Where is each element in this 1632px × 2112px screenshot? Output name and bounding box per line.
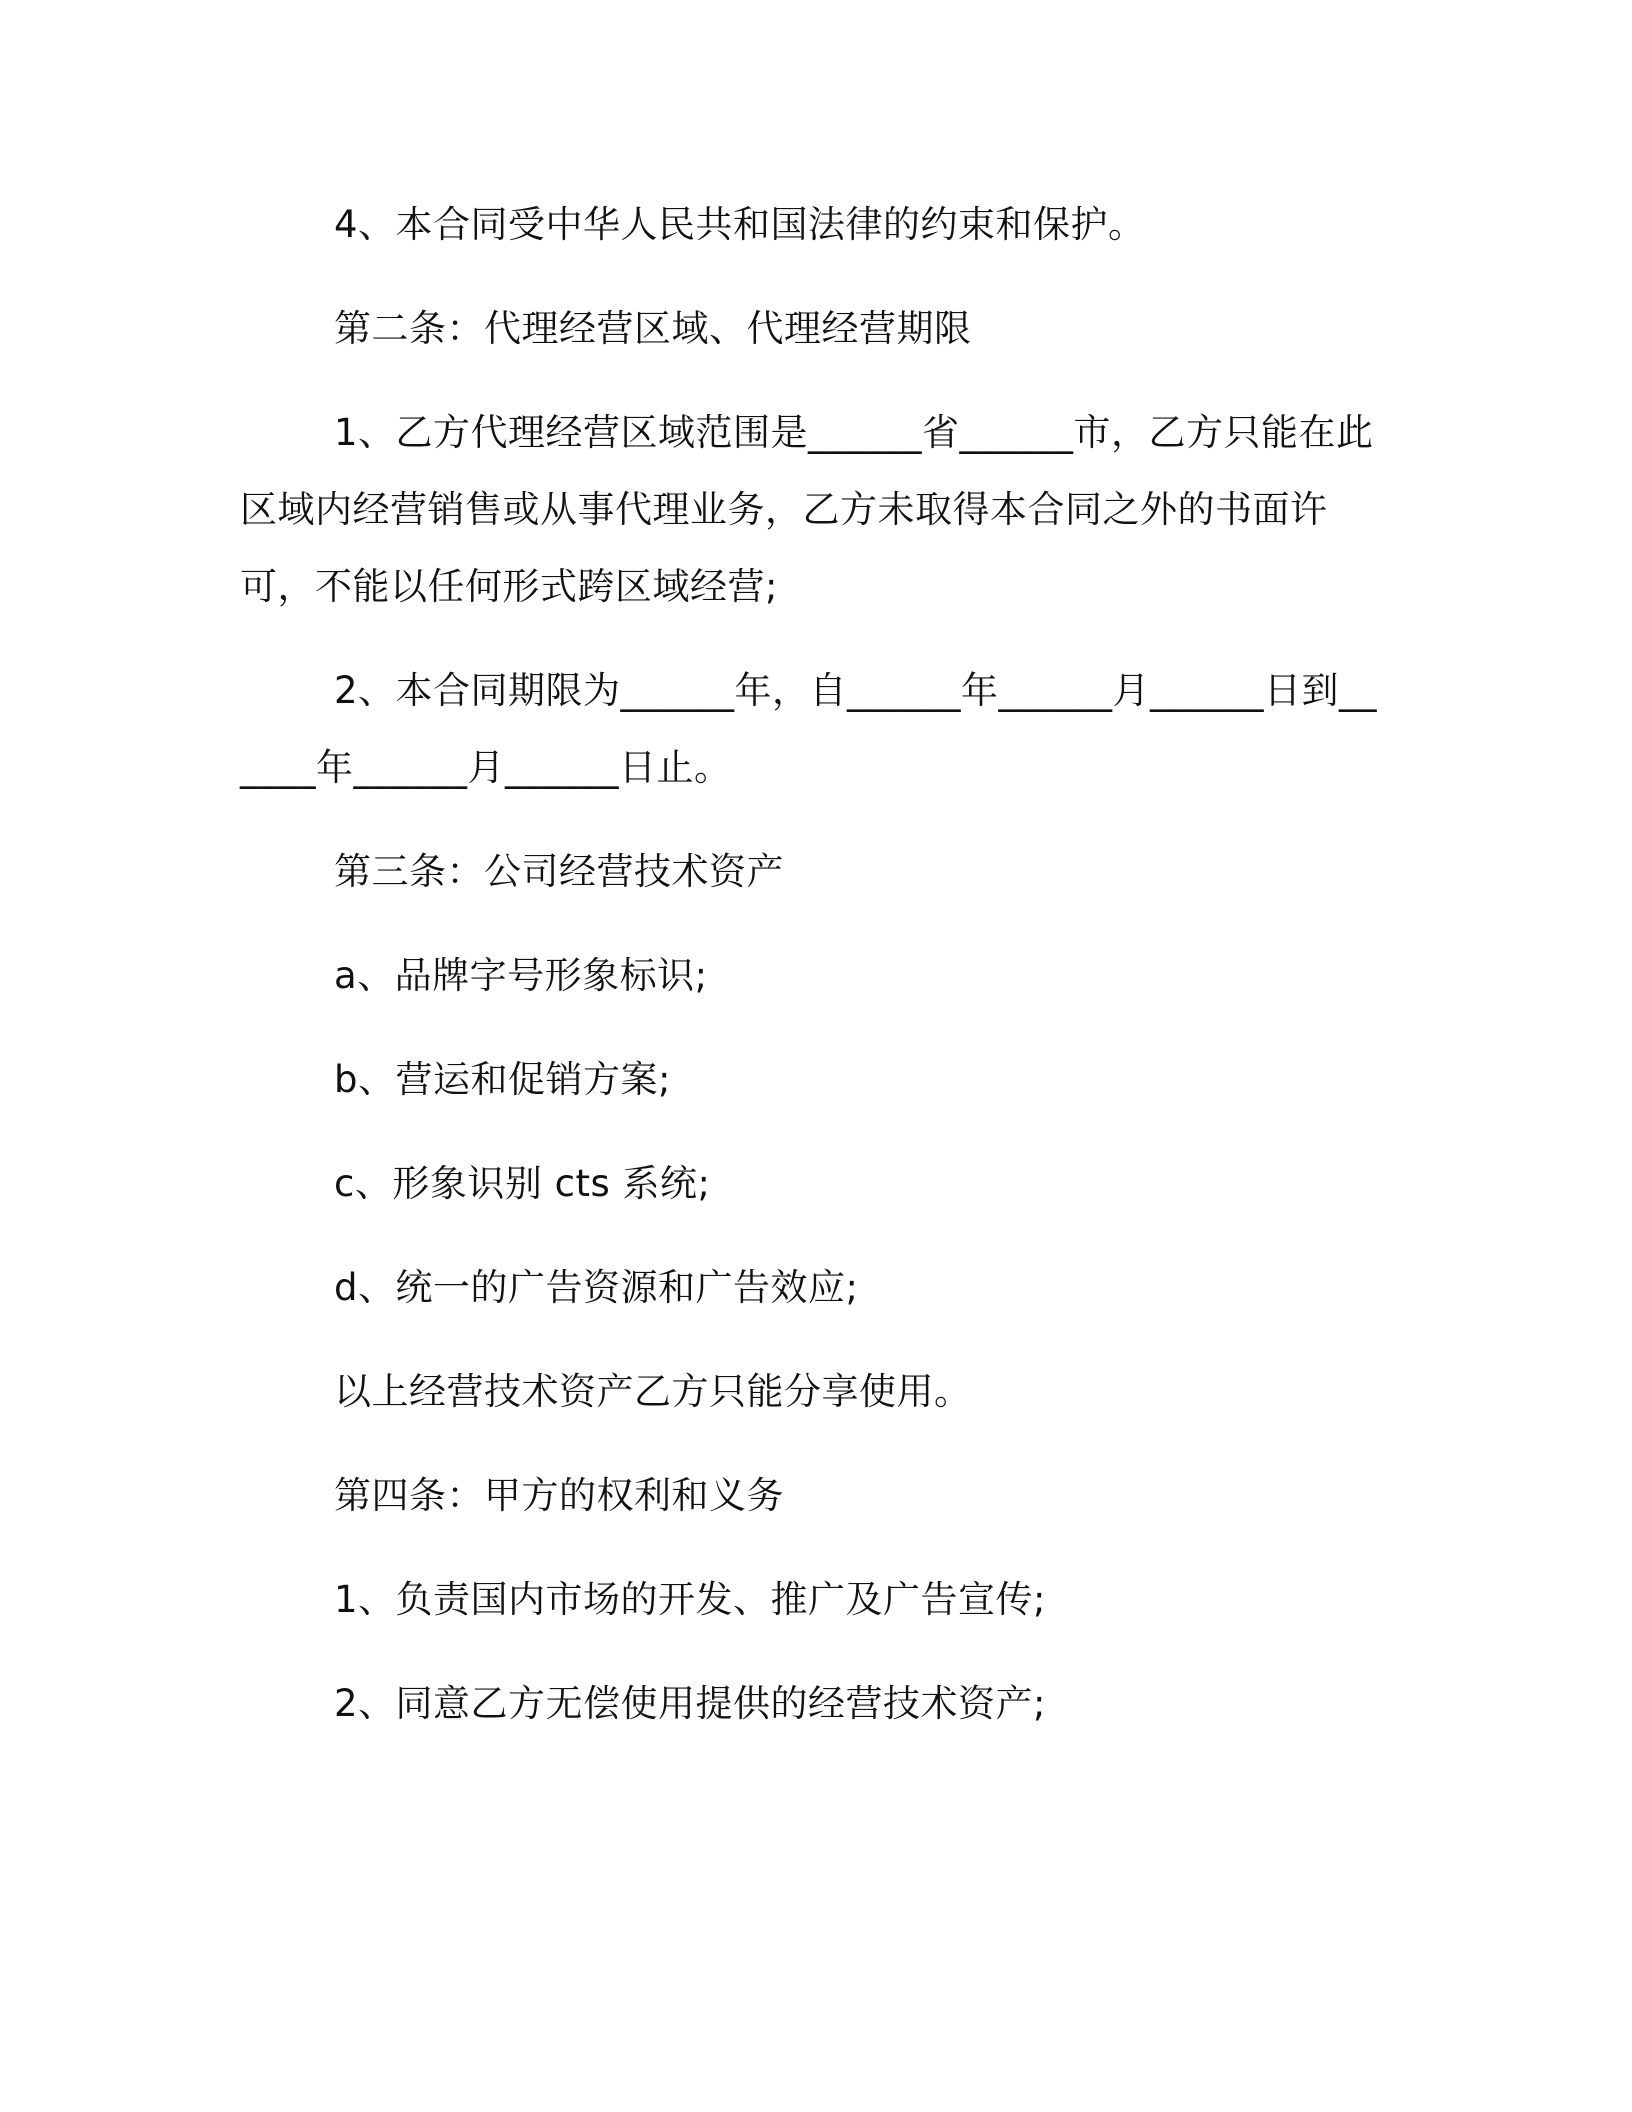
- document-body: [240, 186, 1392, 1742]
- clause-paragraph: 以上经营技术资产乙方只能分享使用。: [334, 1370, 972, 1413]
- list-item: d、统一的广告资源和广告效应;: [334, 1266, 859, 1309]
- list-item: b、营运和促销方案;: [334, 1058, 671, 1101]
- clause-paragraph: 1、负责国内市场的开发、推广及广告宣传;: [334, 1578, 1047, 1621]
- article-heading: 第三条：公司经营技术资产: [334, 850, 784, 893]
- list-item: a、品牌字号形象标识;: [334, 954, 708, 997]
- clause-paragraph: 2、同意乙方无偿使用提供的经营技术资产;: [334, 1682, 1047, 1725]
- clause-paragraph: 1、乙方代理经营区域范围是______省______市，乙方只能在此区域内经营销售或从事代理业务，乙方未取得本合同之外的书面许可，不能以任何形式跨区域经营;: [240, 411, 1374, 608]
- article-heading: 第四条：甲方的权利和义务: [334, 1474, 784, 1517]
- clause-paragraph: 4、本合同受中华人民共和国法律的约束和保护。: [334, 203, 1146, 246]
- article-heading: 第二条：代理经营区域、代理经营期限: [334, 307, 972, 350]
- clause-paragraph: 2、本合同期限为______年，自______年______月______日到______年______月______日止。: [240, 669, 1378, 789]
- list-item: c、形象识别 cts 系统;: [334, 1162, 711, 1205]
